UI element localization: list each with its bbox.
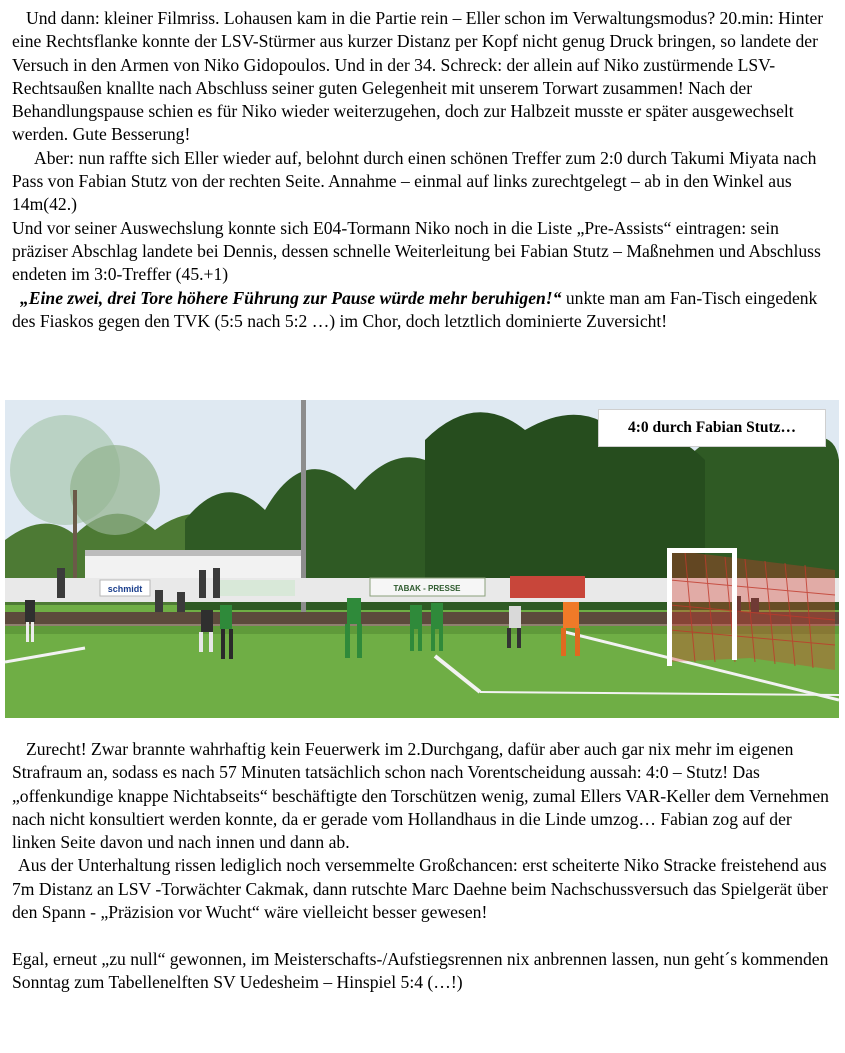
paragraph-second-goal: Aber: nun raffte sich Eller wieder auf, belohnt durch einen schönen Treffer zum 2:0 durch Takumi Miyata nach Pass von Fabian Stutz von der rechten Seite. Annahme – einmal auf links zurechtgelegt – ab in den Winkel aus 14m(42.) — [12, 147, 817, 215]
paragraph-fourth-goal: Zurecht! Zwar brannte wahrhaftig kein Feuerwerk im 2.Durchgang, dafür aber auch gar nix mehr im eigenen Strafraum an, sodass es nach 57 Minuten tatsächlich schon nach Vorentscheidung aussah: 4:0 – Stutz! Das „offenkundige knappe Nichtabseits“ beschäftigte den Torschützen wenig, zumal Ellers VAR-Keller dem Vernehmen nach nicht konsultiert werden konnte, da er gerade vom Hollandhaus in die Linde umzog… Fabian zog auf der linken Seite davon und nach innen und dann ab. — [12, 739, 829, 853]
article-text-top — [12, 7, 838, 333]
paragraph-outlook: Egal, erneut „zu null“ gewonnen, im Meisterschafts-/Aufstiegsrennen nix anbrennen lassen, nun geht´s kommenden Sonntag zum Tabellenelften SV Uedesheim – Hinspiel 5:4 (…!) — [12, 948, 829, 992]
paragraph-missed-chances: Aus der Unterhaltung rissen lediglich noch versemmelte Großchancen: erst scheiterte Niko Stracke freistehend aus 7m Distanz an LSV -Torwächter Cakmak, dann rutschte Marc Daehne beim Nachschussversuch das Spielgerät über den Spann - „Präzision vor Wucht“ wäre vielleicht besser gewesen! — [12, 855, 828, 923]
blank-line — [12, 924, 838, 947]
board-sign-tabak-presse: TABAK - PRESSE — [393, 584, 461, 593]
match-photo-illustration — [5, 400, 839, 718]
match-photo — [5, 400, 839, 718]
photo-caption: 4:0 durch Fabian Stutz… — [598, 409, 826, 447]
board-sign-schmidt: schmidt — [107, 584, 143, 594]
fan-quote-rest: unkte man am Fan-Tisch eingedenk des Fiaskos gegen den TVK (5:5 nach 5:2 …) im Chor, doch letztlich dominierte Zuversicht! — [12, 287, 818, 331]
paragraph-first-half: Und dann: kleiner Filmriss. Lohausen kam in die Partie rein – Eller schon im Verwaltungsmodus? 20.min: Hinter eine Rechtsflanke konnte der LSV-Stürmer aus kurzer Distanz per Kopf nicht genug Druck bringen, so landete der Versuch in den Armen von Niko Gidopoulos. Und in der 34. Schreck: der allein auf Niko zustürmende LSV-Rechtsaußen knallte nach Abschluss seiner guten Gelegenheit mit unserem Torwart zusammen! Nach der Behandlungspause schien es für Niko wieder weiterzugehen, doch zur Halbzeit musste er später ausgewechselt werden. Gute Besserung! — [12, 8, 824, 145]
paragraph-third-goal: Und vor seiner Auswechslung konnte sich E04-Tormann Niko noch in die Liste „Pre-Assists“ eintragen: sein präziser Abschlag landete bei Dennis, dessen schnelle Weiterleitung bei Fabian Stutz – Maßnehmen und Abschluss endeten im 3:0-Treffer (45.+1) — [12, 217, 821, 285]
paragraph-fan-quote — [12, 287, 838, 334]
article-text-bottom — [12, 738, 838, 994]
fan-quote: „Eine zwei, drei Tore höhere Führung zur Pause würde mehr beruhigen!“ — [20, 287, 562, 308]
